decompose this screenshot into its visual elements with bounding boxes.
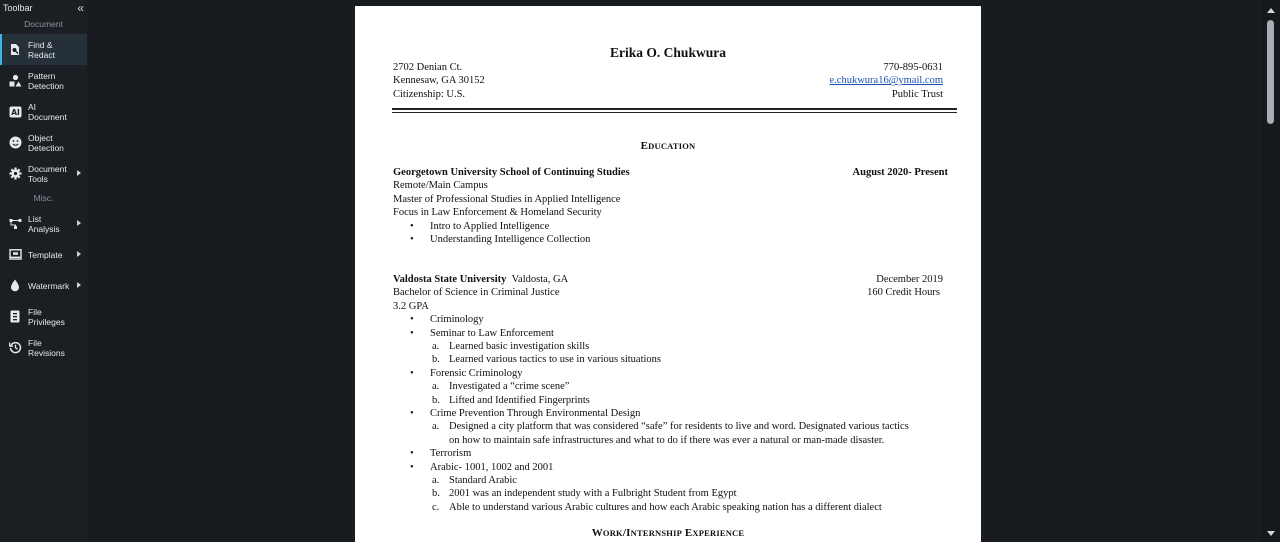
sidebar-item-label: Watermark — [28, 280, 70, 291]
sidebar-item-label: File Privileges — [28, 306, 65, 327]
citizenship: Citizenship: U.S. — [393, 88, 466, 100]
document-page[interactable] — [355, 6, 981, 542]
valdosta-gpa: 3.2 GPA — [393, 300, 429, 312]
sub-list-item: c. Able to understand various Arabic cultures and how each Arabic speaking nation has a different dialect — [432, 501, 882, 513]
list-item: • Forensic Criminology — [393, 367, 909, 380]
sidebar-item-label: List Analysis — [28, 213, 60, 234]
toolbar-header — [0, 0, 87, 15]
georgetown-dates: August 2020- Present — [852, 167, 948, 178]
valdosta-dates: December 2019 — [876, 274, 943, 285]
valdosta-school: Valdosta State University — [393, 274, 507, 285]
find-redact-icon — [8, 43, 22, 57]
section-label-document: Document — [24, 19, 63, 29]
caret-right-icon — [77, 220, 81, 226]
header-divider-thin — [392, 112, 957, 113]
vertical-scrollbar[interactable] — [1262, 0, 1280, 542]
list-item: • Criminology — [393, 313, 909, 326]
sidebar-item-pattern-detection[interactable] — [0, 65, 87, 96]
georgetown-school: Georgetown University School of Continuing Studies — [393, 167, 630, 178]
header-divider-thick — [392, 108, 957, 110]
history-icon — [8, 341, 22, 355]
sub-list-item: b. 2001 was an independent study with a Fulbright Student from Egypt — [432, 488, 737, 500]
collapse-toolbar-icon[interactable]: « — [77, 0, 84, 15]
sidebar-item-file-revisions[interactable] — [0, 332, 87, 363]
sidebar-item-label: Find & Redact — [28, 39, 55, 60]
sub-list-item: a. Designed a city platform that was considered “safe” for residents to live and word. Designated various tactics — [432, 421, 909, 433]
toolbar-sidebar — [0, 0, 87, 542]
valdosta-hours: 160 Credit Hours — [867, 287, 940, 299]
sub-list-item: b. Learned various tactics to use in various situations — [432, 354, 661, 366]
clearance: Public Trust — [891, 88, 943, 100]
list-item: • Crime Prevention Through Environmental Design — [393, 407, 909, 420]
sidebar-item-label: AI Document — [28, 101, 67, 122]
list-item: • Intro to Applied Intelligence — [393, 220, 590, 233]
resume-name: Erika O. Chukwura — [610, 45, 726, 60]
caret-right-icon — [77, 170, 81, 176]
object-detection-icon — [8, 136, 22, 150]
georgetown-course-list — [393, 220, 590, 247]
sidebar-item-label: Template — [28, 249, 63, 260]
sidebar-item-document-tools[interactable] — [0, 158, 87, 189]
list-item: • Arabic- 1001, 1002 and 2001 — [393, 461, 909, 474]
sidebar-item-label: File Revisions — [28, 337, 65, 358]
gear-icon — [8, 167, 22, 181]
svg-text:AI: AI — [10, 107, 20, 117]
sub-list-item: b. Lifted and Identified Fingerprints — [432, 394, 590, 406]
sidebar-item-label: Object Detection — [28, 132, 64, 153]
list-item: • Understanding Intelligence Collection — [393, 233, 590, 246]
file-privileges-icon — [8, 310, 22, 324]
valdosta-location: Valdosta, GA — [511, 274, 569, 285]
document-viewer[interactable] — [87, 0, 1262, 542]
template-icon — [8, 248, 22, 262]
scroll-down-arrow-icon[interactable] — [1267, 531, 1275, 536]
work-experience-heading: WORK/INTERNSHIP EXPERIENCE — [591, 527, 745, 539]
sidebar-item-ai-document[interactable] — [0, 96, 87, 127]
toolbar-title: Toolbar — [3, 2, 33, 13]
sidebar-item-find-redact[interactable] — [0, 34, 87, 65]
sub-list-item: a. Investigated a “crime scene” — [432, 381, 570, 393]
list-item: • Terrorism — [393, 447, 909, 460]
scrollbar-thumb[interactable] — [1267, 20, 1274, 124]
contact-right-block — [830, 61, 943, 101]
valdosta-course-list — [393, 313, 909, 514]
watermark-drop-icon — [8, 279, 22, 293]
sidebar-item-list-analysis[interactable] — [0, 208, 87, 239]
sub-list-item: a. Learned basic investigation skills — [432, 341, 590, 352]
scroll-up-arrow-icon[interactable] — [1267, 8, 1275, 13]
list-analysis-icon — [8, 217, 22, 231]
email-link[interactable]: e.chukwura16@ymail.com — [829, 75, 943, 87]
phone: 770-895-0631 — [883, 62, 943, 73]
caret-right-icon — [77, 251, 81, 257]
address-line2: Kennesaw, GA 30152 — [393, 75, 485, 87]
georgetown-campus: Remote/Main Campus — [393, 180, 488, 192]
address-line1: 2702 Denian Ct. — [393, 62, 463, 73]
ai-document-icon — [8, 105, 22, 119]
georgetown-focus: Focus in Law Enforcement & Homeland Security — [393, 207, 602, 219]
list-item: • Seminar to Law Enforcement — [393, 327, 909, 340]
sidebar-item-file-privileges[interactable] — [0, 301, 87, 332]
sidebar-item-label: Document Tools — [28, 163, 67, 184]
caret-right-icon — [77, 282, 81, 288]
sub-list-item-continuation: on how to maintain safe infrastructures and what to do if there was ever a natural or man-made disaster. — [449, 434, 885, 446]
valdosta-header — [393, 273, 568, 286]
pattern-detection-icon — [8, 74, 22, 88]
education-heading: EDUCATION — [640, 140, 696, 152]
sidebar-item-object-detection[interactable] — [0, 127, 87, 158]
valdosta-degree: Bachelor of Science in Criminal Justice — [393, 287, 560, 299]
contact-left-block — [393, 61, 485, 101]
georgetown-degree: Master of Professional Studies in Applied Intelligence — [393, 193, 621, 205]
section-label-misc: Misc. — [33, 193, 54, 203]
sidebar-item-watermark[interactable] — [0, 270, 87, 301]
sub-list-item: a. Standard Arabic — [432, 475, 517, 487]
sidebar-item-template[interactable] — [0, 239, 87, 270]
sidebar-item-label: Pattern Detection — [28, 70, 64, 91]
